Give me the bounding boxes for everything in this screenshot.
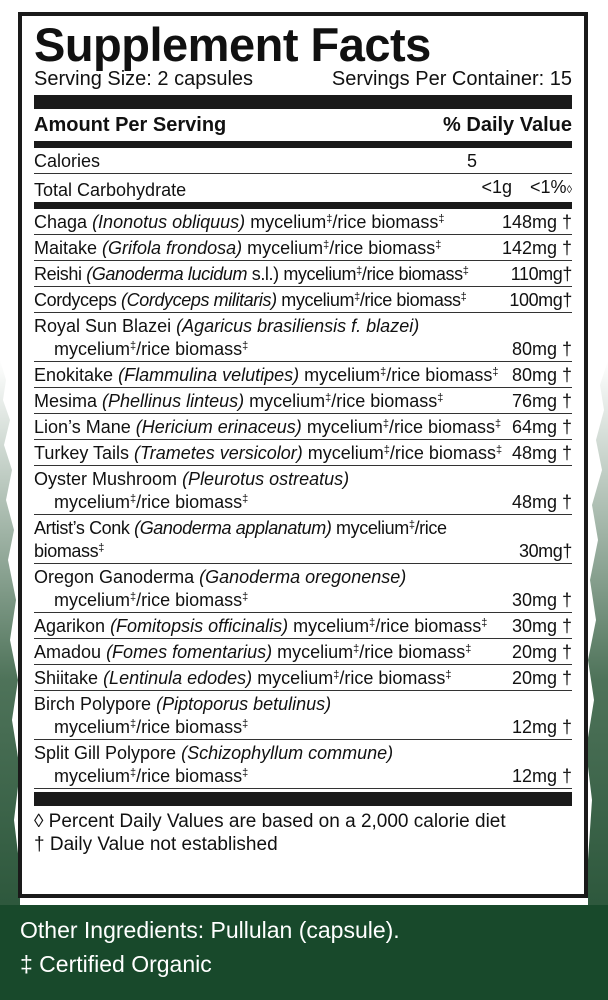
ingredient-row: [34, 740, 572, 789]
ingredient-source: mycelium: [306, 417, 383, 437]
ingredient-latin-name: (Ganoderma oregonense): [199, 567, 407, 587]
ingredient-name: Enokitake: [34, 365, 114, 385]
organic-mark: ‡: [354, 291, 360, 303]
ingredient-source: mycelium: [283, 264, 357, 284]
servings-per-container: Servings Per Container: 15: [331, 68, 572, 90]
ingredient-source-separator: /rice biomass: [136, 717, 243, 737]
ingredient-source: mycelium: [54, 717, 131, 737]
amount-per-serving-header: Amount Per Serving: [34, 114, 227, 136]
ingredient-name: Birch Polypore: [34, 694, 152, 714]
panel-title: Supplement Facts: [34, 18, 431, 71]
thick-divider: [34, 792, 572, 806]
ingredient-source-line: [54, 491, 248, 514]
ingredient-name: Royal Sun Blazei: [34, 316, 172, 336]
organic-mark: ‡: [437, 392, 444, 404]
ingredient-source-separator: /rice biomass: [34, 518, 447, 561]
ingredient-name: Mesima: [34, 391, 98, 411]
organic-mark: ‡: [383, 444, 390, 456]
ingredient-row: [34, 362, 572, 388]
ingredient-source: mycelium: [281, 290, 355, 310]
organic-mark: ‡: [242, 591, 249, 603]
column-header: [34, 109, 572, 138]
ingredient-amount: 64mg †: [511, 417, 572, 437]
ingredient-source: mycelium: [293, 616, 370, 636]
daily-value-header: % Daily Value: [443, 114, 572, 136]
organic-mark: ‡: [445, 669, 452, 681]
ingredient-latin-name: (Flammulina velutipes): [118, 365, 300, 385]
thick-divider: [34, 95, 572, 109]
ingredient-source-separator: /rice biomass: [136, 766, 243, 786]
organic-mark: ‡: [438, 213, 445, 225]
organic-mark: ‡: [408, 519, 415, 531]
ingredient-row: [34, 639, 572, 665]
organic-mark: ‡: [460, 291, 467, 303]
organic-mark: ‡: [494, 418, 502, 430]
organic-mark: ‡: [242, 718, 249, 730]
ingredient-source-line: [54, 338, 248, 361]
ingredient-source: mycelium: [307, 443, 384, 463]
ingredient-row: [34, 287, 572, 313]
ingredient-latin-name: (Grifola frondosa): [102, 238, 243, 258]
ingredient-line-1: [34, 693, 572, 716]
ingredient-latin-name: (Ganoderma lucidum: [86, 264, 248, 284]
medium-divider: [34, 202, 572, 209]
ingredient-line-2: [34, 589, 572, 612]
ingredient-source: mycelium: [336, 518, 409, 538]
organic-mark: ‡: [435, 239, 442, 251]
organic-mark: ‡: [382, 418, 389, 430]
supplement-facts-panel: [18, 12, 588, 898]
ingredient-name: Oregon Ganoderma: [34, 567, 195, 587]
ingredient-amount: 20mg †: [511, 642, 572, 662]
carbohydrate-dv: <1%: [530, 177, 567, 197]
serving-info: [34, 68, 572, 90]
ingredient-latin-qualifier: s.l.): [251, 264, 279, 284]
ingredient-name: Oyster Mushroom: [34, 469, 178, 489]
ingredient-line-1: [34, 468, 572, 491]
ingredient-source-separator: /rice biomass: [332, 212, 439, 232]
ingredient-amount: 148mg †: [501, 212, 572, 232]
ingredient-row: [34, 209, 572, 235]
ingredient-list: [34, 209, 572, 789]
ingredient-row: [34, 564, 572, 613]
ingredient-row: [34, 440, 572, 466]
organic-mark: ‡: [325, 392, 332, 404]
serving-size: Serving Size: 2 capsules: [34, 68, 254, 90]
ingredient-line-2: [34, 338, 572, 361]
ingredient-row: [34, 235, 572, 261]
ingredient-amount: 48mg †: [511, 492, 572, 512]
ingredient-latin-name: (Hericium erinaceus): [135, 417, 302, 437]
ingredient-name: Split Gill Polypore: [34, 743, 177, 763]
ingredient-description: [34, 416, 506, 439]
ingredient-latin-name: (Piptoporus betulinus): [156, 694, 332, 714]
ingredient-name: Agarikon: [34, 616, 106, 636]
ingredient-source-line: [54, 716, 248, 739]
footnotes: [34, 806, 572, 856]
organic-mark: ‡: [98, 542, 104, 554]
ingredient-description: [34, 442, 506, 465]
ingredient-amount: 30mg†: [518, 541, 572, 561]
ingredient-row: [34, 691, 572, 740]
organic-mark: ‡: [130, 767, 137, 779]
ingredient-source-separator: /rice biomass: [375, 616, 482, 636]
ingredient-source-separator: /rice biomass: [136, 590, 243, 610]
ingredient-amount: 20mg †: [511, 668, 572, 688]
organic-mark: ‡: [356, 265, 362, 277]
ingredient-source-separator: /rice biomass: [359, 642, 466, 662]
ingredient-source: mycelium: [277, 642, 354, 662]
organic-mark: ‡: [380, 366, 387, 378]
ingredient-name: Lion’s Mane: [34, 417, 131, 437]
ingredient-source-line: [54, 589, 248, 612]
calories-row: [34, 148, 572, 174]
organic-mark: ‡: [369, 617, 376, 629]
ingredient-line-1: [34, 315, 572, 338]
ingredient-amount: 80mg †: [511, 339, 572, 359]
ingredient-description: [34, 641, 506, 664]
carbohydrate-amount: <1g: [481, 177, 513, 197]
ingredient-name: Reishi: [34, 264, 82, 284]
ingredient-source: mycelium: [54, 492, 131, 512]
ingredient-latin-name: (Cordyceps militaris): [121, 290, 277, 310]
ingredient-source: mycelium: [257, 668, 334, 688]
ingredient-row: [34, 515, 572, 564]
ingredient-latin-name: (Pleurotus ostreatus): [182, 469, 350, 489]
ingredient-latin-name: (Fomitopsis officinalis): [110, 616, 289, 636]
ingredient-source: mycelium: [54, 590, 131, 610]
ingredient-source-separator: /rice biomass: [386, 365, 493, 385]
ingredient-latin-name: (Phellinus linteus): [102, 391, 245, 411]
organic-mark: ‡: [353, 643, 360, 655]
ingredient-row: [34, 414, 572, 440]
carbohydrate-row: [34, 174, 572, 202]
ingredient-source: mycelium: [304, 365, 381, 385]
ingredient-row: [34, 261, 572, 287]
ingredient-source-separator: /rice biomass: [329, 238, 436, 258]
ingredient-row: [34, 665, 572, 691]
ingredient-description: [34, 390, 506, 413]
ingredient-source-separator: /rice biomass: [331, 391, 438, 411]
calories-label: Calories: [34, 151, 101, 171]
organic-mark: ‡: [481, 617, 488, 629]
carbohydrate-label: Total Carbohydrate: [34, 180, 187, 200]
ingredient-amount: 80mg †: [511, 365, 572, 385]
ingredient-amount: 30mg †: [511, 590, 572, 610]
other-ingredients: Other Ingredients: Pullulan (capsule).: [20, 917, 400, 943]
medium-divider: [34, 141, 572, 148]
ingredient-name: Turkey Tails: [34, 443, 130, 463]
ingredient-line-2: [34, 491, 572, 514]
organic-mark: ‡: [130, 591, 137, 603]
ingredient-amount: 48mg †: [511, 443, 572, 463]
organic-mark: ‡: [465, 643, 472, 655]
ingredient-line-1: [34, 742, 572, 765]
organic-mark: ‡: [242, 767, 249, 779]
ingredient-name: Shiitake: [34, 668, 99, 688]
ingredient-description: [34, 211, 496, 234]
organic-mark: ‡: [242, 493, 249, 505]
ingredient-latin-name: (Lentinula edodes): [103, 668, 253, 688]
ingredient-amount: 76mg †: [511, 391, 572, 411]
ingredient-description: [34, 517, 513, 563]
ingredient-latin-qualifier: f. blazei): [351, 316, 420, 336]
ingredient-description: [34, 364, 506, 387]
ingredient-amount: 110mg†: [510, 264, 572, 284]
ingredient-line-2: [34, 765, 572, 788]
ingredient-latin-name: (Inonotus obliquus): [92, 212, 246, 232]
ingredient-description: [34, 237, 496, 260]
ingredient-description: [34, 263, 505, 286]
ingredient-name: Artist’s Conk: [34, 518, 130, 538]
organic-mark: ‡: [492, 366, 499, 378]
ingredient-source: mycelium: [54, 766, 131, 786]
ingredient-amount: 142mg †: [501, 238, 572, 258]
organic-mark: ‡: [462, 265, 469, 277]
ingredient-source: mycelium: [247, 238, 324, 258]
ingredient-source: mycelium: [54, 339, 131, 359]
ingredient-source: mycelium: [249, 391, 326, 411]
ingredient-source-separator: /rice biomass: [339, 668, 446, 688]
ingredient-latin-name: (Schizophyllum commune): [181, 743, 394, 763]
ingredient-latin-name: (Trametes versicolor): [134, 443, 303, 463]
organic-mark: ‡: [242, 340, 249, 352]
ingredient-latin-name: (Agaricus brasiliensis: [176, 316, 347, 336]
ingredient-latin-name: (Ganoderma applanatum): [134, 518, 332, 538]
organic-mark: ‡: [130, 340, 137, 352]
ingredient-name: Chaga: [34, 212, 88, 232]
bottom-notes: [20, 913, 400, 981]
ingredient-source-separator: /rice biomass: [388, 417, 495, 437]
certified-organic-note: ‡ Certified Organic: [20, 951, 212, 977]
ingredient-line-1: [34, 566, 572, 589]
ingredient-source-separator: /rice biomass: [389, 443, 496, 463]
ingredient-row: [34, 388, 572, 414]
ingredient-row: [34, 613, 572, 639]
ingredient-source-line: [54, 765, 248, 788]
footnote-percent-dv: ◊ Percent Daily Values are based on a 2,000 calorie diet: [34, 811, 506, 832]
ingredient-source-separator: /rice biomass: [136, 339, 243, 359]
ingredient-name: Cordyceps: [34, 290, 117, 310]
ingredient-amount: 12mg †: [511, 766, 572, 786]
ingredient-name: Maitake: [34, 238, 98, 258]
ingredient-description: [34, 289, 503, 312]
organic-mark: ‡: [130, 718, 137, 730]
ingredient-name: Amadou: [34, 642, 102, 662]
footnote-dv-not-established: † Daily Value not established: [34, 834, 278, 855]
ingredient-line-2: [34, 716, 572, 739]
organic-mark: ‡: [326, 213, 333, 225]
ingredient-description: [34, 667, 506, 690]
ingredient-description: [34, 615, 506, 638]
ingredient-source-separator: /rice biomass: [359, 290, 461, 310]
ingredient-amount: 30mg †: [511, 616, 572, 636]
calories-amount: 5: [466, 151, 477, 171]
ingredient-amount: 12mg †: [511, 717, 572, 737]
ingredient-source: mycelium: [250, 212, 327, 232]
ingredient-row: [34, 466, 572, 515]
organic-mark: ‡: [495, 444, 503, 456]
dv-diamond-mark: ◊: [566, 184, 572, 196]
ingredient-row: [34, 313, 572, 362]
organic-mark: ‡: [333, 669, 340, 681]
organic-mark: ‡: [323, 239, 330, 251]
organic-mark: ‡: [130, 493, 137, 505]
ingredient-latin-name: (Fomes fomentarius): [106, 642, 273, 662]
ingredient-source-separator: /rice biomass: [361, 264, 463, 284]
ingredient-amount: 100mg†: [509, 290, 572, 310]
ingredient-source-separator: /rice biomass: [136, 492, 243, 512]
